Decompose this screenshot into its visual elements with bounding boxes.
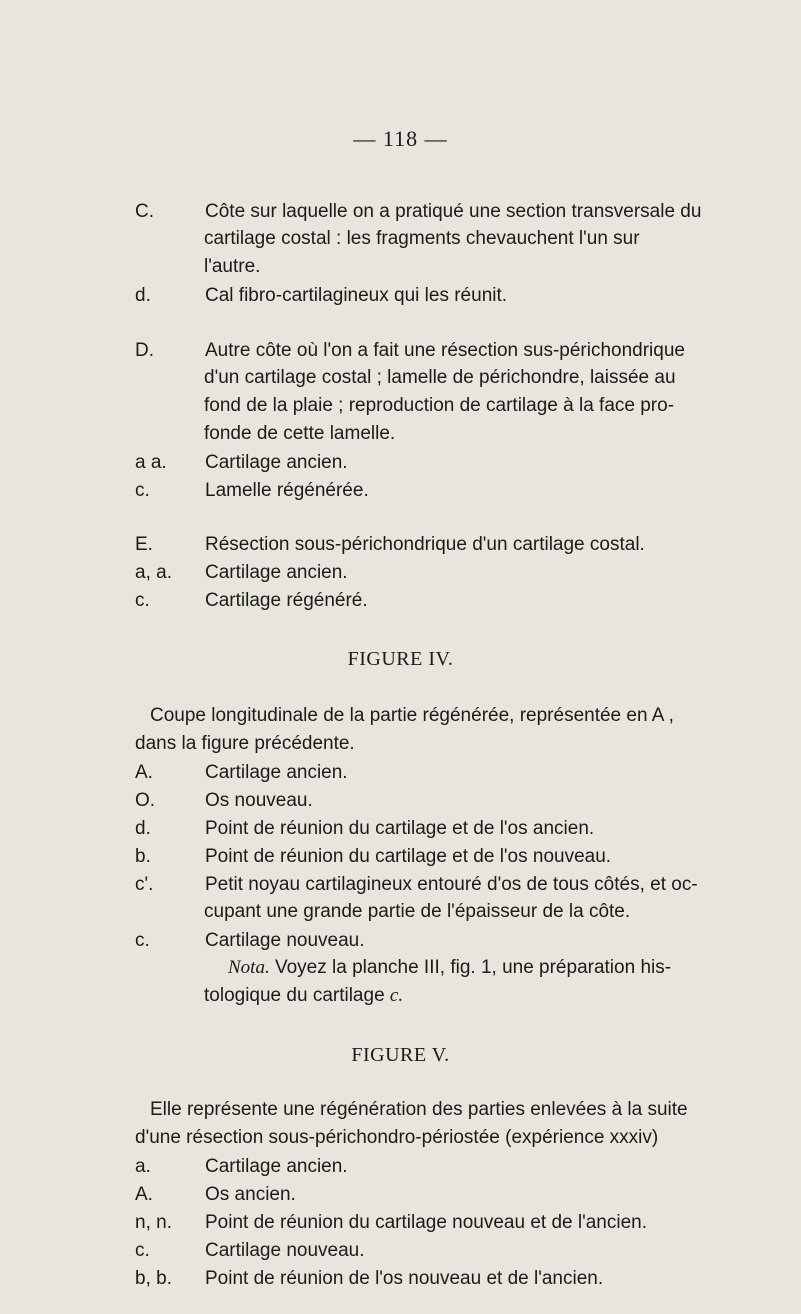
entry-label: c.	[135, 930, 150, 951]
figure-5-intro: Elle représente une régénération des parties enlevées à la suite	[150, 1099, 688, 1120]
entry-continuation: l'autre.	[204, 256, 261, 277]
entry-label: b, b.	[135, 1268, 172, 1289]
entry-label: c.	[135, 480, 150, 501]
entry-text: Cartilage ancien.	[205, 762, 348, 783]
entry-text: Petit noyau cartilagineux entouré d'os de tous côtés, et oc-	[205, 874, 698, 895]
entry-text: Résection sous-périchondrique d'un cartilage costal.	[205, 534, 645, 555]
figure-5-heading: FIGURE V.	[351, 1044, 450, 1066]
entry-text: Cartilage ancien.	[205, 1156, 348, 1177]
entry-text: Os ancien.	[205, 1184, 296, 1205]
entry-label: A.	[135, 1184, 153, 1205]
entry-label: c'.	[135, 874, 154, 895]
entry-label: A.	[135, 762, 153, 783]
entry-text: Cartilage nouveau.	[205, 1240, 365, 1261]
entry-label: n, n.	[135, 1212, 172, 1233]
entry-label: c.	[135, 590, 150, 611]
entry-text: Cartilage ancien.	[205, 452, 348, 473]
entry-text: Point de réunion du cartilage et de l'os ancien.	[205, 818, 595, 839]
nota-line	[228, 957, 671, 979]
entry-label: D.	[135, 340, 154, 361]
nota-line	[204, 985, 403, 1007]
entry-continuation: cupant une grande partie de l'épaisseur de la côte.	[204, 901, 631, 922]
entry-text: Cartilage régénéré.	[205, 590, 368, 611]
page-number: — 118 —	[353, 126, 448, 151]
entry-label: c.	[135, 1240, 150, 1261]
entry-text: Cartilage ancien.	[205, 562, 348, 583]
entry-text: Cartilage nouveau.	[205, 930, 365, 951]
entry-text: Point de réunion du cartilage et de l'os nouveau.	[205, 846, 612, 867]
nota-label: Nota.	[228, 957, 270, 978]
entry-continuation: fonde de cette lamelle.	[204, 423, 396, 444]
entry-text: Cal fibro-cartilagineux qui les réunit.	[205, 285, 508, 306]
entry-text: Os nouveau.	[205, 790, 313, 811]
entry-continuation: d'un cartilage costal ; lamelle de périchondre, laissée au	[204, 367, 676, 388]
entry-text: Point de réunion de l'os nouveau et de l'ancien.	[205, 1268, 604, 1289]
entry-label: a.	[135, 1156, 151, 1177]
entry-label: E.	[135, 534, 153, 555]
entry-label: b.	[135, 846, 151, 867]
entry-continuation: fond de la plaie ; reproduction de cartilage à la face pro-	[204, 395, 675, 416]
figure-4-intro: Coupe longitudinale de la partie régénérée, représentée en A ,	[150, 705, 674, 726]
figure-4-intro: dans la figure précédente.	[135, 733, 355, 754]
entry-text: Autre côte où l'on a fait une résection sus-périchondrique	[205, 340, 685, 361]
entry-continuation: cartilage costal : les fragments chevauchent l'un sur	[204, 228, 640, 249]
nota-text: tologique du cartilage	[204, 985, 390, 1006]
nota-ref: c.	[389, 985, 404, 1006]
figure-4-heading: FIGURE IV.	[347, 648, 454, 670]
entry-label: C.	[135, 201, 154, 222]
entry-text: Lamelle régénérée.	[205, 480, 369, 501]
entry-label: d.	[135, 818, 151, 839]
entry-text: Point de réunion du cartilage nouveau et de l'ancien.	[205, 1212, 648, 1233]
entry-label: a, a.	[135, 562, 172, 583]
entry-label: O.	[135, 790, 156, 811]
entry-label: d.	[135, 285, 151, 306]
entry-text: Côte sur laquelle on a pratiqué une section transversale du	[205, 201, 702, 222]
figure-5-intro: d'une résection sous-périchondro-périostée (expérience xxxiv)	[135, 1127, 659, 1148]
entry-label: a a.	[135, 452, 167, 473]
nota-text: Voyez la planche III, fig. 1, une préparation his-	[269, 957, 672, 978]
